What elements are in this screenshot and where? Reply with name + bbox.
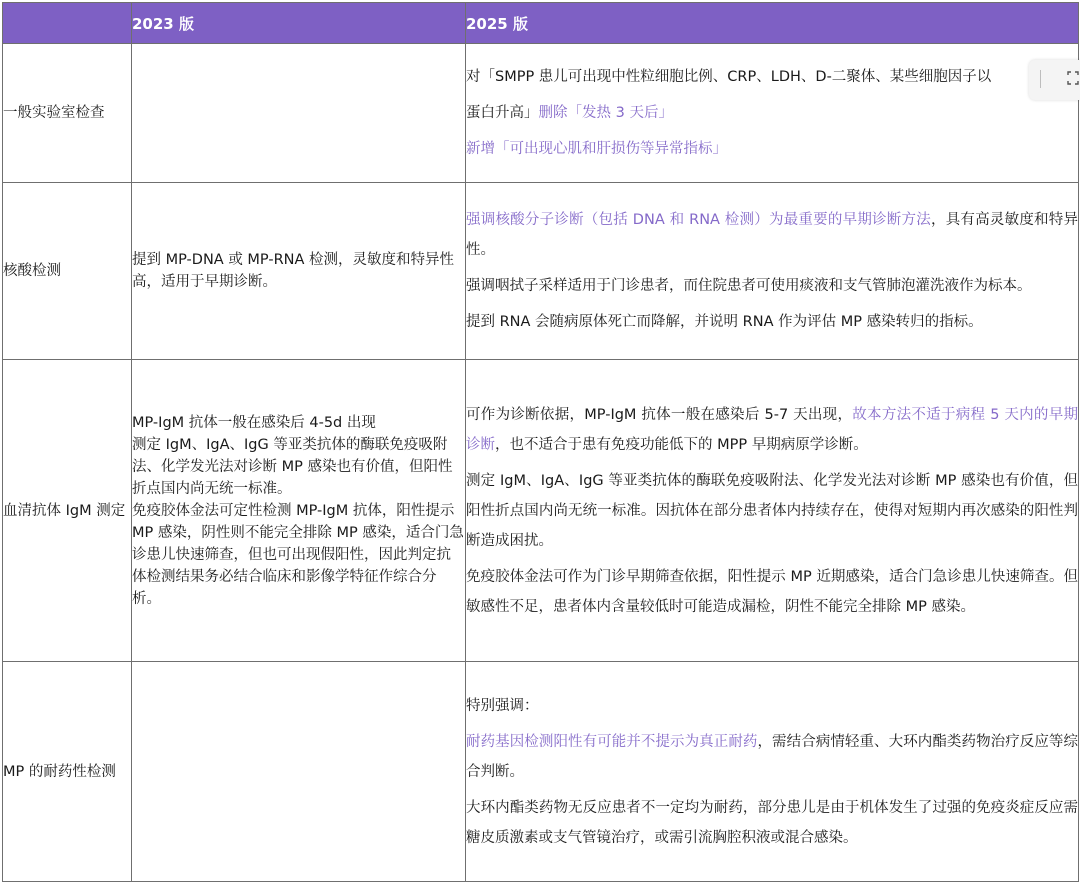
table-row [3,662,1079,882]
row-label: 血清抗体 IgM 测定 [3,360,132,662]
body-text: 大环内酯类药物无反应患者不一定均为耐药，部分患儿是由于机体发生了过强的免疫炎症反应需糖皮质激素或支气管镜治疗，或需引流胸腔积液或混合感染。 [466,799,1078,846]
cell-2025-paragraph [466,727,1078,787]
body-text: 提到 RNA 会随病原体死亡而降解，并说明 RNA 作为评估 MP 感染转归的指标。 [466,314,983,330]
cell-2023-line: 提到 MP-DNA 或 MP-RNA 检测，灵敏度和特异性高，适用于早期诊断。 [132,252,455,290]
cell-2025-paragraph [466,691,1078,721]
cell-2025-paragraph [466,466,1078,556]
cell-2025 [466,44,1079,183]
highlight-text: 删除「发热 3 天后」 [538,105,673,121]
cell-2025-paragraph [466,98,1078,128]
cell-2023 [132,662,466,882]
divider-icon [1040,70,1041,88]
cell-2025-paragraph [466,62,1078,92]
body-text: 可作为诊断依据，MP-IgM 抗体一般在感染后 5-7 天出现， [466,406,853,423]
comparison-table [2,2,1079,882]
floating-toolbar[interactable] [1029,60,1080,100]
body-text: ，需结合病情轻重、大环内酯类药物治疗反应等综合判断。 [466,733,1079,780]
cell-2025-paragraph [466,205,1078,265]
header-cell-2025: 2025 版 [466,3,1079,44]
header-cell-blank [3,3,132,44]
cell-2023 [132,360,466,662]
body-text: 免疫胶体金法可作为门诊早期筛查依据，阳性提示 MP 近期感染，适合门急诊患儿快速筛查。但敏感性不足，患者体内含量较低时可能造成漏检，阴性不能完全排除 MP 感染。 [466,568,1078,615]
cell-2025-paragraph [466,307,1078,337]
body-text: 测定 IgM、IgA、IgG 等亚类抗体的酶联免疫吸附法、化学发光法对诊断 MP 感染也有价值，但阳性折点国内尚无统一标准。因抗体在部分患者体内持续存在，使得对短期内再次感染的阳性判断造成困扰。 [466,472,1078,549]
cell-2025-paragraph [466,400,1078,460]
cell-2023-line: 免疫胶体金法可定性检测 MP-IgM 抗体，阳性提示 MP 感染，阴性则不能完全排除 MP 感染，适合门急诊患儿快速筛查，但也可出现假阳性，因此判定抗体检测结果务必结合临床和影像学特征作综合分析。 [132,502,464,607]
cell-2023-line: 测定 IgM、IgA、IgG 等亚类抗体的酶联免疫吸附法、化学发光法对诊断 MP 感染也有价值，但阳性折点国内尚无统一标准。 [132,436,453,497]
cell-2025 [466,183,1079,360]
body-text: ，也不适合于患有免疫功能低下的 MPP 早期病原学诊断。 [495,436,868,453]
cell-2025-paragraph [466,793,1078,853]
highlight-text: 故本方法不适于病程 5 天内的早期诊断 [466,406,1078,453]
highlight-text: 强调核酸分子诊断（包括 DNA 和 RNA 检测）为最重要的早期诊断方法 [466,212,931,228]
cell-2023 [132,44,466,183]
body-text: ，具有高灵敏度和特异性。 [466,212,1078,258]
cell-2025-paragraph [466,134,1078,164]
header-cell-2023: 2023 版 [132,3,466,44]
cell-2025-paragraph [466,271,1078,301]
row-label: MP 的耐药性检测 [3,662,132,882]
screenshot-icon[interactable] [1067,71,1079,85]
body-text: 特别强调： [466,697,539,714]
cell-2025 [466,662,1079,882]
cell-2025 [466,360,1079,662]
body-text: 蛋白升高」 [466,105,539,121]
cell-2023 [132,183,466,360]
cell-2025-paragraph [466,562,1078,622]
body-text: 强调咽拭子采样适用于门诊患者，而住院患者可使用痰液和支气管肺泡灌洗液作为标本。 [466,278,1032,294]
body-text: 对「SMPP 患儿可出现中性粒细胞比例、CRP、LDH、D-二聚体、某些细胞因子以 [466,69,992,85]
row-label: 一般实验室检查 [3,44,132,183]
row-label: 核酸检测 [3,183,132,360]
highlight-text: 耐药基因检测阳性有可能并不提示为真正耐药 [466,733,758,750]
table-row [3,44,1079,183]
cell-2023-line: MP-IgM 抗体一般在感染后 4-5d 出现 [132,414,376,431]
highlight-text: 新增「可出现心肌和肝损伤等异常指标」 [466,141,727,157]
table-row [3,360,1079,662]
table-row [3,183,1079,360]
header-row [3,3,1079,44]
